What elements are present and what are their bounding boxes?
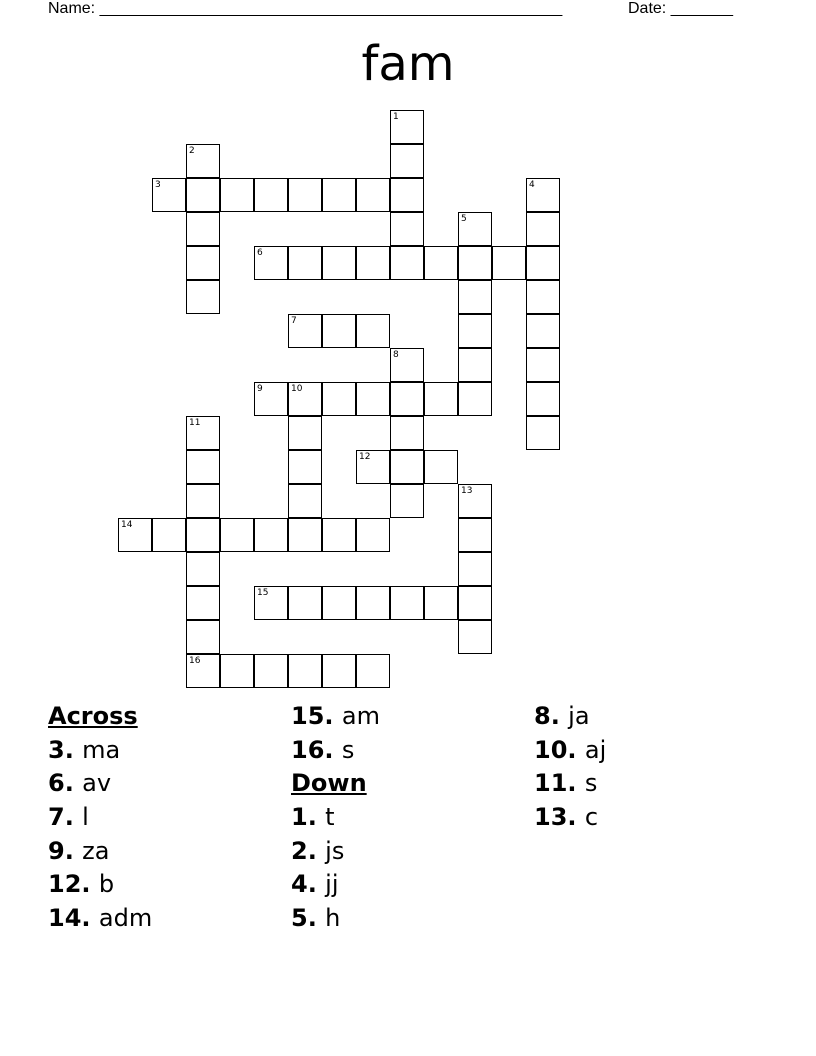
grid-cell[interactable] xyxy=(424,246,458,280)
grid-cell[interactable] xyxy=(390,348,424,382)
grid-cell[interactable] xyxy=(220,518,254,552)
date-field-label[interactable]: Date: _______ xyxy=(628,0,733,17)
clue-number: 15. xyxy=(291,702,342,730)
clue-item xyxy=(291,700,380,734)
cell-number: 8 xyxy=(393,350,399,360)
grid-cell[interactable] xyxy=(458,280,492,314)
grid-cell[interactable] xyxy=(390,246,424,280)
grid-cell[interactable] xyxy=(458,620,492,654)
grid-cell[interactable] xyxy=(390,416,424,450)
clue-number: 14. xyxy=(48,904,99,933)
clue-number: 11. xyxy=(534,769,585,798)
grid-cell[interactable] xyxy=(356,518,390,552)
cell-number: 6 xyxy=(257,248,263,258)
clue-text: s xyxy=(341,735,355,764)
grid-cell[interactable] xyxy=(152,178,186,212)
clue-text: adm xyxy=(98,904,153,933)
cell-number: 3 xyxy=(155,180,161,190)
cell-number: 13 xyxy=(461,486,473,496)
grid-cell[interactable] xyxy=(526,280,560,314)
clue-number: 8. xyxy=(534,702,569,730)
clue-text: b xyxy=(98,870,115,899)
grid-cell[interactable] xyxy=(322,314,356,348)
grid-cell[interactable] xyxy=(118,518,152,552)
cell-number: 16 xyxy=(189,656,201,666)
grid-cell[interactable] xyxy=(288,518,322,552)
grid-cell[interactable] xyxy=(186,178,220,212)
clue-number: 12. xyxy=(48,870,99,899)
clue-item xyxy=(291,835,380,869)
grid-cell[interactable] xyxy=(390,450,424,484)
clue-list xyxy=(0,700,816,960)
grid-cell[interactable] xyxy=(356,586,390,620)
clue-text: l xyxy=(82,803,89,832)
grid-cell[interactable] xyxy=(288,484,322,518)
clue-text: js xyxy=(325,836,345,865)
grid-cell[interactable] xyxy=(288,382,322,416)
clue-number: 2. xyxy=(291,836,326,865)
clue-text: t xyxy=(325,803,335,832)
grid-cell[interactable] xyxy=(322,654,356,688)
grid-cell[interactable] xyxy=(186,212,220,246)
grid-cell[interactable] xyxy=(526,212,560,246)
clue-section-heading: Across xyxy=(48,702,138,730)
grid-cell[interactable] xyxy=(254,654,288,688)
grid-cell[interactable] xyxy=(220,178,254,212)
clue-number: 16. xyxy=(291,735,342,764)
grid-cell[interactable] xyxy=(322,246,356,280)
clue-number: 10. xyxy=(534,735,585,764)
grid-cell[interactable] xyxy=(186,144,220,178)
grid-cell[interactable] xyxy=(458,518,492,552)
grid-cell[interactable] xyxy=(356,450,390,484)
grid-cell[interactable] xyxy=(526,314,560,348)
grid-cell[interactable] xyxy=(254,518,288,552)
clue-item xyxy=(291,801,380,835)
grid-cell[interactable] xyxy=(186,620,220,654)
clue-item xyxy=(534,734,606,768)
grid-cell[interactable] xyxy=(458,484,492,518)
grid-cell[interactable] xyxy=(186,586,220,620)
grid-cell[interactable] xyxy=(424,586,458,620)
grid-cell[interactable] xyxy=(356,246,390,280)
clue-column-3 xyxy=(534,700,606,835)
grid-cell[interactable] xyxy=(186,654,220,688)
clue-text: h xyxy=(325,904,341,933)
puzzle-title: fam xyxy=(361,36,455,92)
grid-cell[interactable] xyxy=(526,178,560,212)
clue-text: za xyxy=(82,836,110,865)
grid-cell[interactable] xyxy=(220,654,254,688)
grid-cell[interactable] xyxy=(152,518,186,552)
grid-cell[interactable] xyxy=(424,450,458,484)
clue-item xyxy=(48,835,152,869)
clue-item xyxy=(48,767,152,801)
grid-cell[interactable] xyxy=(288,586,322,620)
grid-cell[interactable] xyxy=(526,382,560,416)
clue-section-heading: Down xyxy=(291,769,367,798)
clue-item xyxy=(48,868,152,902)
grid-cell[interactable] xyxy=(186,246,220,280)
grid-cell[interactable] xyxy=(254,246,288,280)
grid-cell[interactable] xyxy=(322,586,356,620)
grid-cell[interactable] xyxy=(458,212,492,246)
clue-text: jj xyxy=(325,870,339,899)
clue-number: 6. xyxy=(48,769,83,798)
clue-item xyxy=(291,734,380,768)
cell-number: 10 xyxy=(291,384,303,394)
clue-number: 5. xyxy=(291,904,326,933)
cell-number: 5 xyxy=(461,214,467,224)
grid-cell[interactable] xyxy=(288,314,322,348)
clue-item xyxy=(48,801,152,835)
grid-cell[interactable] xyxy=(458,586,492,620)
grid-cell[interactable] xyxy=(526,348,560,382)
grid-cell[interactable] xyxy=(356,382,390,416)
clue-text: am xyxy=(341,702,380,730)
name-field-label[interactable]: Name: ____________________________________________________ xyxy=(48,0,563,17)
cell-number: 2 xyxy=(189,146,195,156)
grid-cell[interactable] xyxy=(254,382,288,416)
grid-cell[interactable] xyxy=(288,178,322,212)
cell-number: 12 xyxy=(359,452,371,462)
grid-cell[interactable] xyxy=(288,416,322,450)
clue-column-2 xyxy=(291,700,380,936)
grid-cell[interactable] xyxy=(390,586,424,620)
clue-number: 13. xyxy=(534,803,585,832)
clue-number: 4. xyxy=(291,870,326,899)
clue-text: c xyxy=(584,803,599,832)
cell-number: 15 xyxy=(257,588,269,598)
grid-cell[interactable] xyxy=(390,484,424,518)
clue-item xyxy=(534,700,606,734)
cell-number: 4 xyxy=(529,180,535,190)
clue-item xyxy=(291,868,380,902)
cell-number: 11 xyxy=(189,418,201,428)
clue-text: s xyxy=(584,769,598,798)
cell-number: 14 xyxy=(121,520,133,530)
clue-item xyxy=(48,902,152,936)
grid-cell[interactable] xyxy=(390,178,424,212)
grid-cell[interactable] xyxy=(186,416,220,450)
grid-cell[interactable] xyxy=(322,382,356,416)
clue-number: 9. xyxy=(48,836,83,865)
grid-cell[interactable] xyxy=(458,246,492,280)
clue-number: 7. xyxy=(48,803,83,832)
clue-text: av xyxy=(82,769,112,798)
grid-cell[interactable] xyxy=(254,586,288,620)
cell-number: 9 xyxy=(257,384,263,394)
grid-cell[interactable] xyxy=(390,110,424,144)
clue-number: 3. xyxy=(48,735,83,764)
grid-cell[interactable] xyxy=(458,314,492,348)
clue-text: aj xyxy=(584,735,607,764)
clue-item xyxy=(48,734,152,768)
grid-cell[interactable] xyxy=(186,552,220,586)
grid-cell[interactable] xyxy=(186,484,220,518)
cell-number: 7 xyxy=(291,316,297,326)
grid-cell[interactable] xyxy=(458,382,492,416)
grid-cell[interactable] xyxy=(526,416,560,450)
grid-cell[interactable] xyxy=(186,450,220,484)
clue-item xyxy=(534,801,606,835)
grid-cell[interactable] xyxy=(492,246,526,280)
grid-cell[interactable] xyxy=(390,212,424,246)
grid-cell[interactable] xyxy=(356,654,390,688)
cell-number: 1 xyxy=(393,112,399,122)
clue-column-1 xyxy=(48,700,152,936)
grid-cell[interactable] xyxy=(254,178,288,212)
grid-cell[interactable] xyxy=(390,144,424,178)
grid-cell[interactable] xyxy=(322,178,356,212)
grid-cell[interactable] xyxy=(390,382,424,416)
clue-item xyxy=(534,767,606,801)
grid-cell[interactable] xyxy=(458,348,492,382)
clue-text: ma xyxy=(82,735,121,764)
clue-text: ja xyxy=(568,702,590,730)
grid-cell[interactable] xyxy=(356,314,390,348)
grid-cell[interactable] xyxy=(288,654,322,688)
grid-cell[interactable] xyxy=(288,246,322,280)
grid-cell[interactable] xyxy=(356,178,390,212)
grid-cell[interactable] xyxy=(424,382,458,416)
grid-cell[interactable] xyxy=(186,518,220,552)
grid-cell[interactable] xyxy=(526,246,560,280)
clue-number: 1. xyxy=(291,803,326,832)
grid-cell[interactable] xyxy=(288,450,322,484)
clue-item xyxy=(291,902,380,936)
grid-cell[interactable] xyxy=(322,518,356,552)
grid-cell[interactable] xyxy=(458,552,492,586)
grid-cell[interactable] xyxy=(186,280,220,314)
